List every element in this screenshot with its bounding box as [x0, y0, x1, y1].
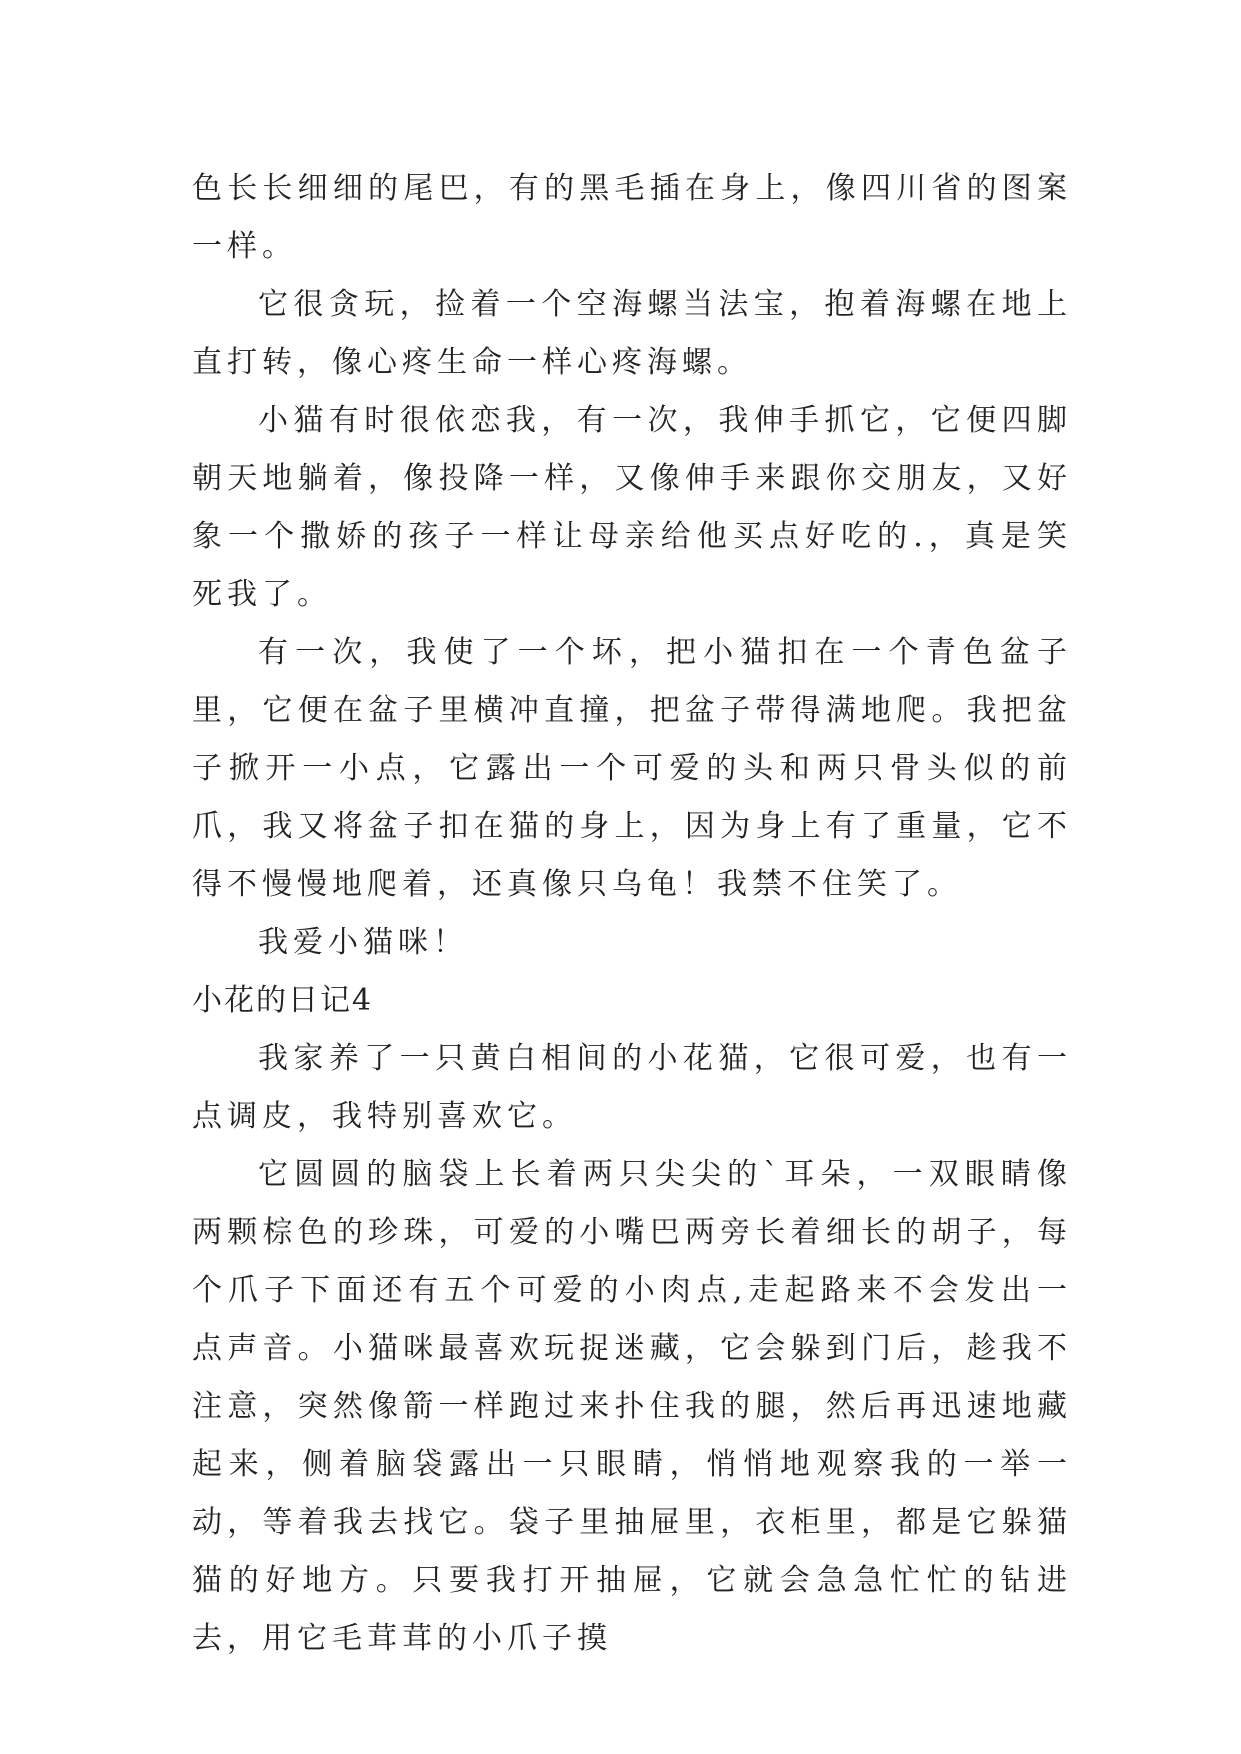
- paragraph-continuation: 色长长细细的尾巴，有的黑毛插在身上，像四川省的图案一样。: [192, 171, 1072, 264]
- paragraph-basin: 有一次，我使了一个坏，把小猫扣在一个青色盆子里，它便在盆子里横冲直撞，把盆子带得满地爬。我把盆子掀开一小点，它露出一个可爱的头和两只骨头似的前爪，我又将盆子扣在猫的身上，因为身上有了重量，它不得不慢慢地爬着，还真像只乌龟！我禁不住笑了。: [192, 635, 1072, 902]
- document-body: [192, 160, 1072, 1668]
- paragraph-description: 它圆圆的脑袋上长着两只尖尖的`耳朵，一双眼睛像两颗棕色的珍珠，可爱的小嘴巴两旁长着细长的胡子，每个爪子下面还有五个可爱的小肉点,走起路来不会发出一点声音。小猫咪最喜欢玩捉迷藏，它会躲到门后，趁我不注意，突然像箭一样跑过来扑住我的腿，然后再迅速地藏起来，侧着脑袋露出一只眼睛，悄悄地观察我的一举一动，等着我去找它。袋子里抽屉里，衣柜里，都是它躲猫猫的好地方。只要我打开抽屉，它就会急急忙忙的钻进去，用它毛茸茸的小爪子摸: [192, 1157, 1072, 1656]
- paragraph-attachment: 小猫有时很依恋我，有一次，我伸手抓它，它便四脚朝天地躺着，像投降一样，又像伸手来跟你交朋友，又好象一个撒娇的孩子一样让母亲给他买点好吃的.，真是笑死我了。: [192, 403, 1072, 612]
- paragraph-love-cat: 我爱小猫咪！: [258, 925, 468, 960]
- paragraph-conch: 它很贪玩，捡着一个空海螺当法宝，抱着海螺在地上直打转，像心疼生命一样心疼海螺。: [192, 287, 1072, 380]
- paragraph-intro: 我家养了一只黄白相间的小花猫，它很可爱，也有一点调皮，我特别喜欢它。: [192, 1041, 1072, 1134]
- section-heading: 小花的日记4: [192, 983, 374, 1018]
